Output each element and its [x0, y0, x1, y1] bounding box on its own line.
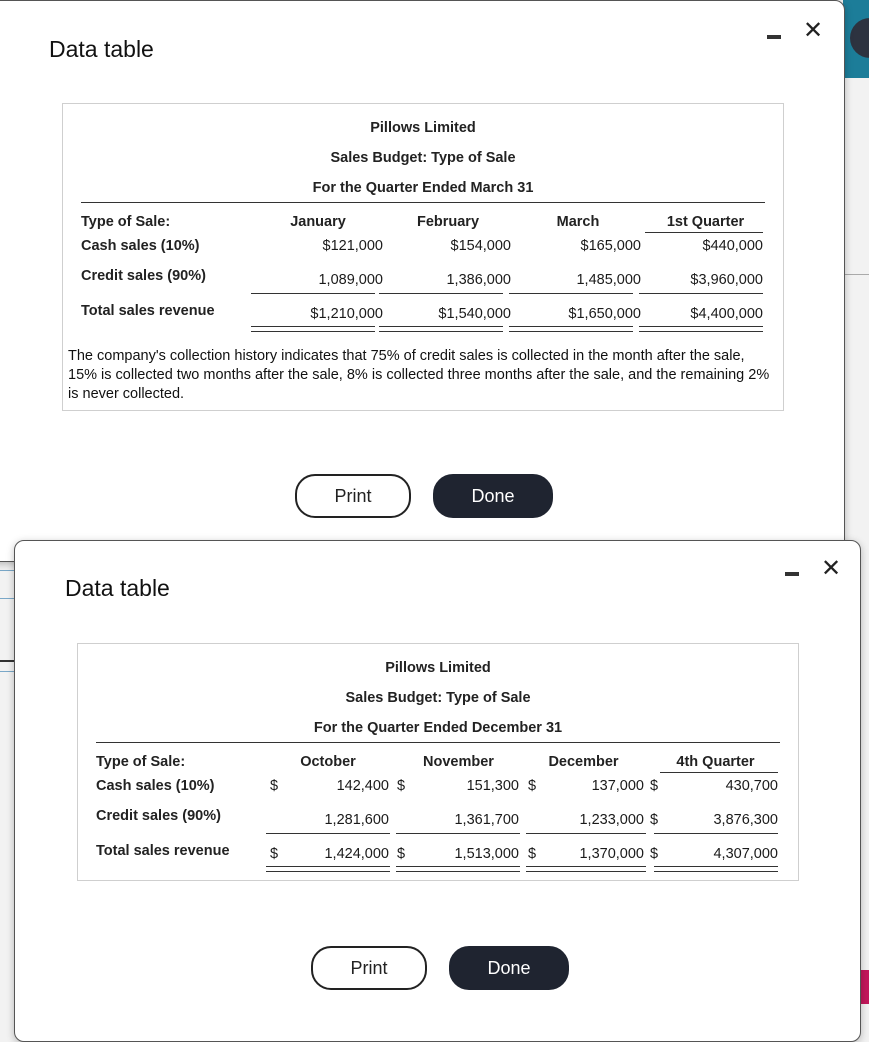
table-cell: 1,089,000 [318, 272, 383, 288]
currency-symbol: $ [397, 846, 406, 862]
collection-note: The company's collection history indicates that 75% of credit sales is collected in the month after the sale, 15% is collected two months after the sale, 8% is collected three months after the sale, and the remaining 2% is never collected. [68, 348, 770, 402]
currency-symbol: $ [270, 778, 279, 794]
currency-symbol: $ [528, 778, 537, 794]
table-cell: 1,485,000 [576, 272, 641, 288]
data-table-dialog-december [14, 540, 861, 1042]
done-button[interactable]: Done [449, 946, 569, 990]
minimize-icon[interactable] [785, 572, 799, 576]
background-left-line-3 [0, 660, 14, 662]
currency-symbol: $ [650, 812, 659, 828]
row-label: Credit sales (90%) [81, 268, 206, 284]
table-cell: 1,386,000 [446, 272, 511, 288]
column-header: October [300, 754, 356, 770]
close-icon[interactable]: ✕ [803, 17, 824, 44]
minimize-icon[interactable] [767, 35, 781, 39]
total-double-rule [396, 866, 520, 872]
table-cell: 4,307,000 [713, 846, 778, 862]
column-header: January [290, 214, 346, 230]
table-cell: 1,233,000 [579, 812, 644, 828]
table-cell: $165,000 [580, 238, 641, 254]
table-cell: $440,000 [702, 238, 763, 254]
row-label: Cash sales (10%) [96, 778, 215, 794]
table-cell: 1,281,600 [324, 812, 389, 828]
dialog-title: Data table [49, 36, 154, 62]
total-double-rule [266, 866, 390, 872]
table-cell: 1,513,000 [454, 846, 519, 862]
subtotal-rule [526, 833, 646, 834]
column-rule [660, 772, 778, 773]
subtotal-rule [639, 293, 763, 294]
table-cell: 430,700 [725, 778, 778, 794]
table-cell: 142,400 [336, 778, 389, 794]
print-button[interactable]: Print [295, 474, 411, 518]
table-cell: 3,876,300 [713, 812, 778, 828]
data-table-panel [62, 103, 784, 411]
table-cell: $121,000 [322, 238, 383, 254]
subtotal-rule [251, 293, 375, 294]
currency-symbol: $ [270, 846, 279, 862]
table-cell: $1,540,000 [438, 306, 511, 322]
background-corner-badge [860, 970, 869, 1004]
company-name: Pillows Limited [385, 660, 491, 676]
row-label: Credit sales (90%) [96, 808, 221, 824]
table-cell: 151,300 [466, 778, 519, 794]
background-left-lines [0, 570, 14, 672]
table-cell: $1,650,000 [568, 306, 641, 322]
currency-symbol: $ [397, 778, 406, 794]
table-cell: 1,424,000 [324, 846, 389, 862]
table-cell: 1,370,000 [579, 846, 644, 862]
table-period: For the Quarter Ended December 31 [313, 720, 563, 736]
type-of-sale-label: Type of Sale: [81, 214, 171, 230]
close-icon[interactable]: ✕ [821, 555, 842, 582]
type-of-sale-label: Type of Sale: [96, 754, 186, 770]
header-rule [96, 742, 780, 743]
currency-symbol: $ [528, 846, 537, 862]
row-label: Total sales revenue [96, 843, 230, 859]
row-label: Cash sales (10%) [81, 238, 200, 254]
subtotal-rule [509, 293, 633, 294]
total-double-rule [379, 326, 503, 332]
print-button[interactable]: Print [311, 946, 427, 990]
header-rule [81, 202, 765, 203]
company-name: Pillows Limited [370, 120, 476, 136]
total-double-rule [526, 866, 646, 872]
subtotal-rule [396, 833, 520, 834]
done-button[interactable]: Done [433, 474, 553, 518]
background-left-line-2 [0, 598, 14, 599]
column-rule [645, 232, 763, 233]
currency-symbol: $ [650, 846, 659, 862]
subtotal-rule [379, 293, 503, 294]
column-header: February [416, 214, 480, 230]
data-table-panel [77, 643, 799, 881]
dialog-title: Data table [65, 575, 170, 601]
table-cell: $4,400,000 [690, 306, 763, 322]
total-double-rule [251, 326, 375, 332]
total-double-rule [639, 326, 763, 332]
subtotal-rule [266, 833, 390, 834]
subtotal-rule [654, 833, 778, 834]
table-period: For the Quarter Ended March 31 [312, 180, 534, 196]
column-header: 1st Quarter [666, 214, 745, 230]
currency-symbol: $ [650, 778, 659, 794]
total-double-rule [654, 866, 778, 872]
table-cell: $1,210,000 [310, 306, 383, 322]
total-double-rule [509, 326, 633, 332]
column-header: November [423, 754, 494, 770]
column-header: December [548, 754, 619, 770]
table-cell: $3,960,000 [690, 272, 763, 288]
row-label: Total sales revenue [81, 303, 215, 319]
table-subtitle: Sales Budget: Type of Sale [345, 690, 531, 706]
table-subtitle: Sales Budget: Type of Sale [330, 150, 516, 166]
table-cell: $154,000 [450, 238, 511, 254]
column-header: 4th Quarter [676, 754, 755, 770]
table-cell: 1,361,700 [454, 812, 519, 828]
column-header: March [556, 214, 600, 230]
table-cell: 137,000 [591, 778, 644, 794]
background-divider [843, 274, 869, 275]
